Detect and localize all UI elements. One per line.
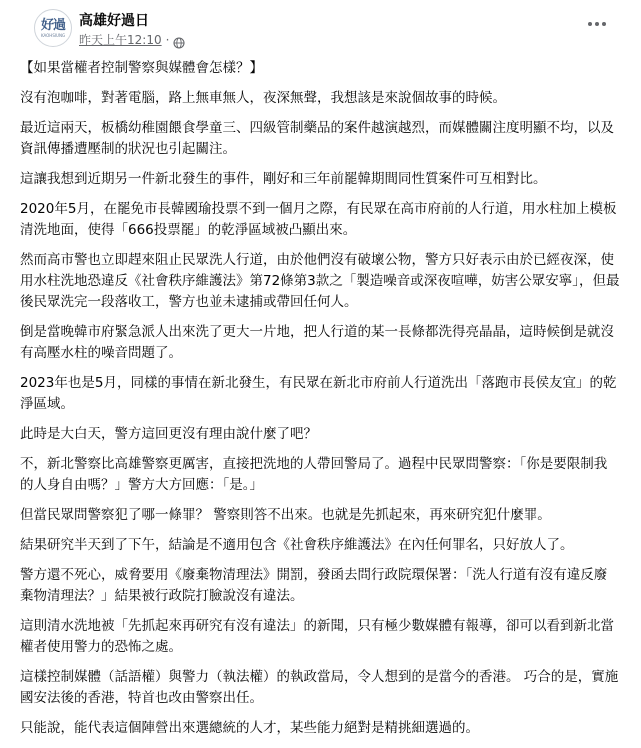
post-paragraph: 然而高市警也立即趕來阻止民眾洗人行道，由於他們沒有破壞公物，警方只好表示由於已經夜深，使用水柱洗地恐違反《社會秩序維護法》第72條第3款之「製造噪音或深夜喧嘩，妨害公眾安寧」，但最後民眾洗完一段落收工，警方也並未逮捕或帶回任何人。 (20, 252, 620, 310)
post-meta (79, 31, 185, 48)
avatar-logo-text: 好過 (40, 17, 65, 33)
post-paragraph: 只能說，能代表這個陣營出來選總統的人才，某些能力絕對是精挑細選過的。 (20, 720, 479, 736)
post-paragraph: 倒是當晚韓市府緊急派人出來洗了更大一片地，把人行道的某一長條都洗得亮晶晶，這時候倒是就沒有高壓水柱的噪音問題了。 (20, 324, 614, 361)
post-paragraph: 最近這兩天，板橋幼稚園餵食學童三、四級管制藥品的案件越演越烈，而媒體關注度明顯不均，以及資訊傳播遭壓制的狀況也引起關注。 (20, 120, 614, 157)
more-options-icon[interactable] (583, 14, 611, 34)
post-paragraph: 此時是大白天，警方這回更沒有理由說什麼了吧？ (20, 426, 317, 442)
post-paragraph: 警方還不死心，威脅要用《廢棄物清理法》開罰，發函去問行政院環保署：「洗人行道有沒有違反廢棄物清理法？」結果被行政院打臉說沒有違法。 (20, 567, 608, 604)
post-body (20, 58, 620, 748)
post-paragraph: 沒有泡咖啡，對著電腦，路上無車無人，夜深無聲，我想該是來說個故事的時候。 (20, 90, 506, 106)
post-paragraph: 2020年5月，在罷免市長韓國瑜投票不到一個月之際，有民眾在高市府前的人行道，用水柱加上模板清洗地面，使得「666投票罷」的乾淨區域被凸顯出來。 (20, 201, 617, 238)
post-timestamp[interactable]: 昨天上午12:10 (79, 33, 162, 47)
post-paragraph: 這讓我想到近期另一件新北發生的事件，剛好和三年前罷韓期間同性質案件可互相對比。 (20, 171, 547, 187)
page-name-link[interactable]: 高雄好過日 (79, 13, 149, 29)
post-paragraph: 不，新北警察比高雄警察更厲害，直接把洗地的人帶回警局了。過程中民眾問警察：「你是要限制我的人身自由嗎？」警方大方回應：「是。」 (20, 456, 608, 493)
post-paragraph: 這則清水洗地被「先抓起來再研究有沒有違法」的新聞，只有極少數媒體有報導，卻可以看到新北當權者使用警力的恐怖之處。 (20, 618, 614, 655)
globe-icon[interactable] (173, 34, 185, 46)
post-paragraph: 【如果當權者控制警察與媒體會怎樣？】 (20, 60, 263, 76)
post-paragraph: 但當民眾問警察犯了哪一條罪？ 警察則答不出來。也就是先抓起來，再來研究犯什麼罪。 (20, 507, 551, 523)
post-paragraph: 這樣控制媒體（話語權）與警力（執法權）的執政當局，令人想到的是當今的香港。 巧合的是，實施國安法後的香港，特首也改由警察出任。 (20, 669, 619, 706)
page-avatar[interactable] (34, 9, 72, 47)
post-paragraph: 結果研究半天到了下午，結論是不適用包含《社會秩序維護法》在內任何罪名，只好放人了。 (20, 537, 574, 553)
avatar-logo-subtext: KAOHSIUNG (40, 32, 66, 38)
post-header (16, 0, 625, 58)
post-paragraph: 2023年也是5月，同樣的事情在新北發生，有民眾在新北市府前人行道洗出「落跑市長侯友宜」的乾淨區域。 (20, 375, 617, 412)
meta-separator: · (165, 32, 170, 47)
